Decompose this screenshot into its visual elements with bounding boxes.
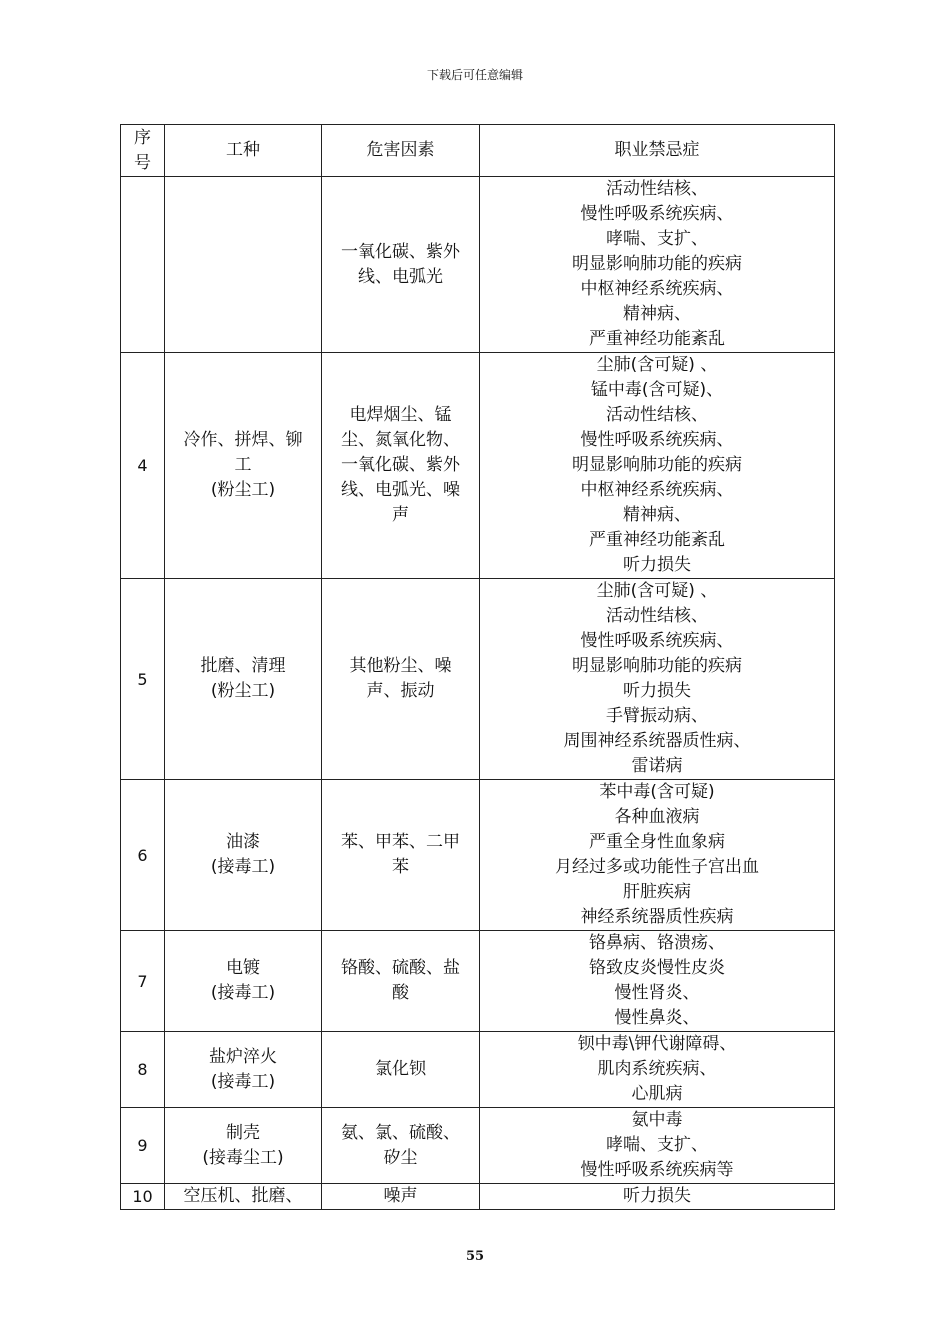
cell-index: 10 bbox=[121, 1184, 165, 1210]
table-row bbox=[121, 579, 835, 780]
cell-contra-line: 听力损失 bbox=[623, 555, 691, 575]
cell-contra-line: 严重神经功能紊乱 bbox=[589, 329, 725, 349]
cell-hazard-line: 声、振动 bbox=[366, 681, 435, 701]
cell-contra-line: 尘肺(含可疑) 、 bbox=[596, 355, 718, 375]
cell-contra-line: 尘肺(含可疑) 、 bbox=[596, 581, 718, 601]
cell-contra bbox=[480, 579, 835, 780]
cell-job bbox=[165, 177, 322, 353]
cell-contra-line: 氨中毒 bbox=[631, 1110, 683, 1130]
table-row bbox=[121, 1032, 835, 1108]
cell-contra-line: 精神病、 bbox=[623, 304, 691, 324]
cell-job-line: 冷作、拼焊、铆 bbox=[183, 430, 303, 450]
cell-contra bbox=[480, 1032, 835, 1108]
page-number: 55 bbox=[465, 1249, 485, 1264]
cell-contra-line: 活动性结核、 bbox=[606, 179, 708, 199]
cell-hazard-line: 电焊烟尘、锰 bbox=[349, 405, 452, 425]
cell-contra-line: 听力损失 bbox=[623, 681, 691, 701]
cell-hazard-line: 尘、氮氧化物、 bbox=[341, 430, 460, 450]
cell-hazard-line: 苯、甲苯、二甲 bbox=[341, 832, 460, 852]
cell-hazard-line: 声 bbox=[392, 505, 409, 525]
table-row bbox=[121, 177, 835, 353]
cell-job bbox=[165, 1032, 322, 1108]
cell-job-line: (粉尘工) bbox=[210, 480, 276, 500]
cell-hazard bbox=[322, 1032, 480, 1108]
cell-contra-line: 明显影响肺功能的疾病 bbox=[572, 254, 742, 274]
table-row bbox=[121, 353, 835, 579]
cell-contra-line: 各种血液病 bbox=[614, 807, 700, 827]
cell-contra-line: 明显影响肺功能的疾病 bbox=[572, 656, 742, 676]
cell-job-line: 油漆 bbox=[226, 832, 260, 852]
cell-contra-line: 慢性鼻炎、 bbox=[614, 1008, 700, 1028]
header-index-line: 序 bbox=[134, 127, 151, 148]
cell-contra-line: 慢性肾炎、 bbox=[614, 983, 700, 1003]
cell-job-line: 工 bbox=[234, 455, 252, 475]
cell-contra bbox=[480, 1108, 835, 1184]
cell-job-line: (接毒工) bbox=[210, 983, 276, 1003]
cell-hazard-line: 氯化钡 bbox=[375, 1059, 426, 1079]
cell-contra-line: 听力损失 bbox=[623, 1186, 691, 1206]
cell-contra-line: 哮喘、支扩、 bbox=[606, 1135, 708, 1155]
cell-contra-line: 心肌病 bbox=[631, 1084, 683, 1104]
cell-hazard-line: 噪声 bbox=[383, 1186, 418, 1206]
cell-hazard-line: 酸 bbox=[392, 983, 409, 1003]
cell-index: 4 bbox=[121, 353, 165, 579]
cell-contra-line: 肝脏疾病 bbox=[623, 882, 691, 902]
table-row bbox=[121, 1108, 835, 1184]
cell-hazard-line: 线、电弧光 bbox=[358, 266, 443, 287]
header-note: 下载后可任意编辑 bbox=[426, 68, 523, 82]
cell-contra-line: 钡中毒\钾代谢障碍、 bbox=[577, 1034, 737, 1054]
header-contra: 职业禁忌症 bbox=[480, 125, 835, 177]
cell-contra-line: 雷诺病 bbox=[631, 756, 683, 776]
header-hazard: 危害因素 bbox=[322, 125, 480, 177]
cell-hazard bbox=[322, 780, 480, 931]
cell-contra-line: 严重全身性血象病 bbox=[589, 832, 725, 852]
cell-contra-line: 慢性呼吸系统疾病、 bbox=[580, 631, 734, 651]
cell-contra-line: 慢性呼吸系统疾病、 bbox=[580, 430, 734, 450]
cell-index: 9 bbox=[121, 1108, 165, 1184]
cell-contra-line: 明显影响肺功能的疾病 bbox=[572, 455, 742, 475]
cell-contra bbox=[480, 1184, 835, 1210]
cell-hazard-line: 一氧化碳、紫外 bbox=[341, 241, 460, 262]
cell-contra-line: 肌肉系统疾病、 bbox=[597, 1059, 717, 1079]
cell-contra-line: 严重神经功能紊乱 bbox=[589, 530, 725, 550]
table-row bbox=[121, 1184, 835, 1210]
cell-contra-line: 铬鼻病、铬溃疡、 bbox=[589, 933, 725, 953]
cell-index: 5 bbox=[121, 579, 165, 780]
cell-job-line: 批磨、清理 bbox=[200, 656, 286, 676]
cell-job bbox=[165, 579, 322, 780]
cell-contra-line: 铬致皮炎慢性皮炎 bbox=[589, 958, 725, 978]
cell-index: 8 bbox=[121, 1032, 165, 1108]
cell-job bbox=[165, 931, 322, 1032]
header-job: 工种 bbox=[165, 125, 322, 177]
cell-job bbox=[165, 1108, 322, 1184]
cell-job bbox=[165, 780, 322, 931]
cell-job-line: 空压机、批磨、 bbox=[183, 1186, 303, 1206]
cell-index: 6 bbox=[121, 780, 165, 931]
cell-hazard bbox=[322, 931, 480, 1032]
cell-contra bbox=[480, 177, 835, 353]
cell-contra-line: 慢性呼吸系统疾病等 bbox=[580, 1160, 734, 1180]
cell-contra bbox=[480, 931, 835, 1032]
cell-job-line: (接毒工) bbox=[210, 857, 276, 877]
table-row bbox=[121, 931, 835, 1032]
cell-job-line: 电镀 bbox=[226, 958, 260, 978]
cell-job bbox=[165, 1184, 322, 1210]
cell-hazard bbox=[322, 353, 480, 579]
cell-index: 7 bbox=[121, 931, 165, 1032]
header-index-line: 号 bbox=[134, 152, 151, 173]
cell-contra-line: 哮喘、支扩、 bbox=[606, 229, 708, 249]
cell-contra bbox=[480, 353, 835, 579]
cell-job-line: 盐炉淬火 bbox=[209, 1046, 277, 1067]
cell-contra-line: 活动性结核、 bbox=[606, 405, 708, 425]
cell-contra-line: 中枢神经系统疾病、 bbox=[580, 480, 734, 500]
cell-contra bbox=[480, 780, 835, 931]
cell-job-line: (接毒尘工) bbox=[202, 1147, 284, 1168]
header-index bbox=[121, 125, 165, 177]
cell-contra-line: 中枢神经系统疾病、 bbox=[580, 279, 734, 299]
cell-contra-line: 神经系统器质性疾病 bbox=[580, 907, 734, 927]
cell-contra-line: 苯中毒(含可疑) bbox=[599, 782, 715, 802]
cell-job bbox=[165, 353, 322, 579]
cell-hazard bbox=[322, 579, 480, 780]
cell-contra-line: 月经过多或功能性子宫出血 bbox=[555, 857, 759, 877]
table-row bbox=[121, 780, 835, 931]
header-row bbox=[121, 125, 835, 177]
cell-job-line: (粉尘工) bbox=[210, 681, 276, 701]
contraindication-table bbox=[120, 124, 835, 1210]
cell-contra-line: 周围神经系统器质性病、 bbox=[563, 731, 751, 751]
cell-job-line: 制壳 bbox=[226, 1122, 260, 1143]
cell-hazard bbox=[322, 1184, 480, 1210]
cell-contra-line: 锰中毒(含可疑)、 bbox=[590, 380, 724, 400]
cell-contra-line: 慢性呼吸系统疾病、 bbox=[580, 204, 734, 224]
cell-hazard bbox=[322, 1108, 480, 1184]
cell-job-line: (接毒工) bbox=[210, 1071, 276, 1092]
cell-hazard-line: 氨、氯、硫酸、 bbox=[341, 1122, 460, 1143]
cell-hazard-line: 其他粉尘、噪 bbox=[349, 656, 452, 676]
cell-hazard-line: 矽尘 bbox=[383, 1147, 418, 1168]
cell-hazard-line: 线、电弧光、噪 bbox=[341, 480, 460, 500]
cell-contra-line: 精神病、 bbox=[623, 505, 691, 525]
cell-hazard-line: 苯 bbox=[392, 857, 409, 877]
cell-hazard-line: 一氧化碳、紫外 bbox=[341, 455, 460, 475]
cell-contra-line: 活动性结核、 bbox=[606, 606, 708, 626]
cell-hazard bbox=[322, 177, 480, 353]
cell-contra-line: 手臂振动病、 bbox=[606, 706, 708, 726]
cell-index bbox=[121, 177, 165, 353]
cell-hazard-line: 铬酸、硫酸、盐 bbox=[341, 958, 460, 978]
